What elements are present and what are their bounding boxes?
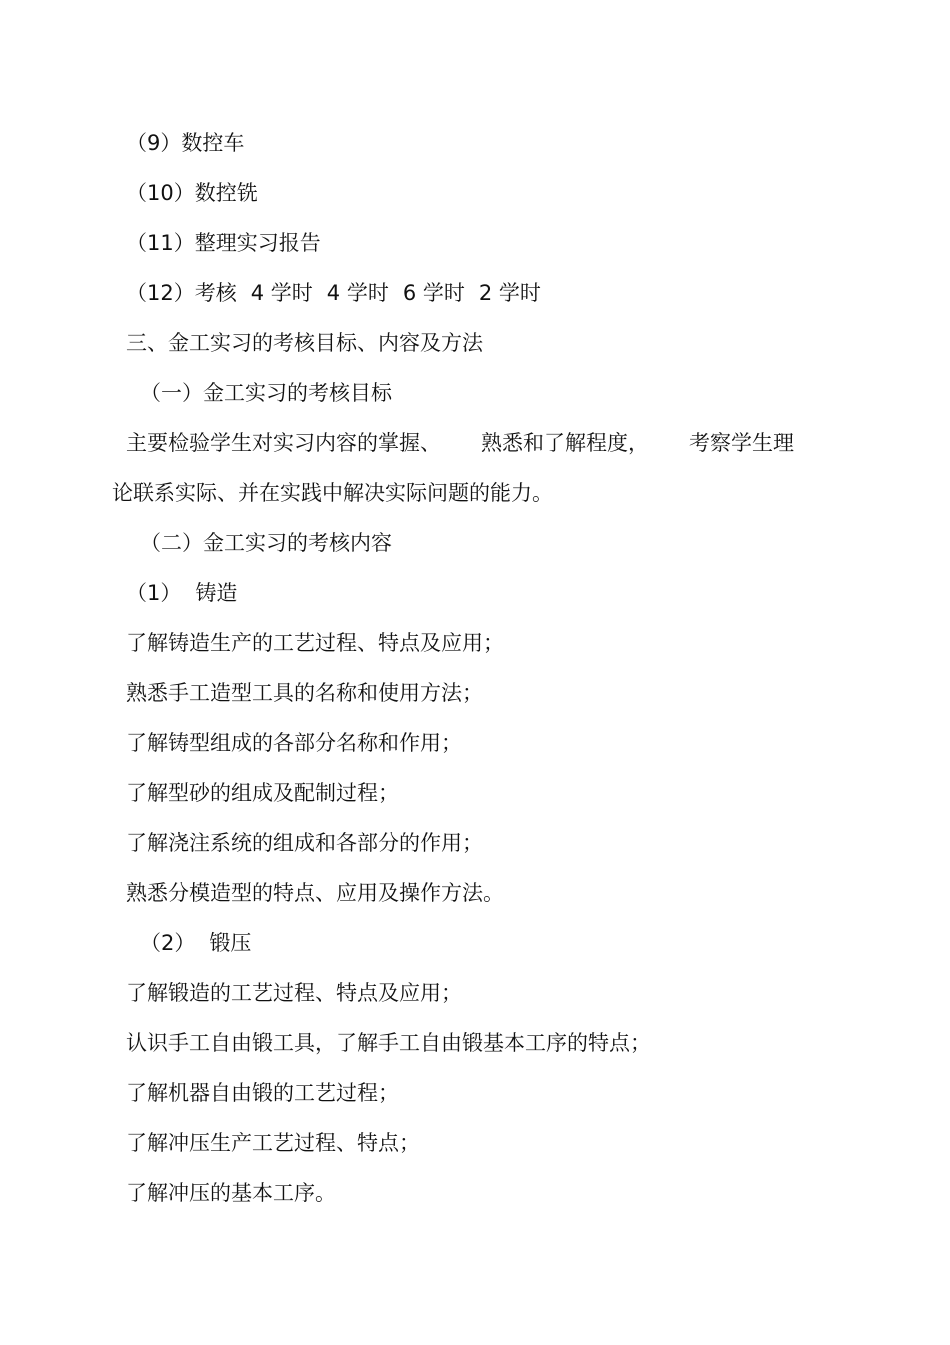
subsection-heading-content: （二）金工实习的考核内容	[140, 531, 392, 555]
casting-item-1: 了解铸造生产的工艺过程、特点及应用；	[126, 631, 504, 655]
forging-item-4: 了解冲压生产工艺过程、特点；	[126, 1131, 420, 1155]
forging-item-3: 了解机器自由锻的工艺过程；	[126, 1081, 399, 1105]
goals-text-c: 考察学生理	[689, 431, 794, 455]
list-item-cnc-milling: （10）数控铣	[126, 181, 258, 205]
section-heading-3: 三、金工实习的考核目标、内容及方法	[126, 331, 483, 355]
list-item-assessment	[126, 279, 541, 307]
casting-item-3: 了解铸型组成的各部分名称和作用；	[126, 731, 462, 755]
topic-number: （1）	[126, 581, 182, 605]
hours-2: 4 学时	[326, 281, 389, 305]
goals-text-b: 熟悉和了解程度，	[481, 431, 649, 455]
topic-number: （2）	[140, 931, 196, 955]
casting-item-6: 熟悉分模造型的特点、应用及操作方法。	[126, 881, 504, 905]
topic-heading-forging	[140, 929, 251, 957]
list-item-cnc-lathe: （9）数控车	[126, 131, 245, 155]
topic-heading-casting	[126, 579, 237, 607]
list-item-report: （11）整理实习报告	[126, 231, 321, 255]
hours-1: 4 学时	[250, 281, 313, 305]
casting-item-5: 了解浇注系统的组成和各部分的作用；	[126, 831, 483, 855]
subsection-heading-goals: （一）金工实习的考核目标	[140, 381, 392, 405]
casting-item-4: 了解型砂的组成及配制过程；	[126, 781, 399, 805]
topic-title: 锻压	[209, 931, 252, 955]
topic-title: 铸造	[195, 581, 238, 605]
hours-3: 6 学时	[402, 281, 465, 305]
forging-item-2: 认识手工自由锻工具，了解手工自由锻基本工序的特点；	[126, 1031, 651, 1055]
assessment-label: （12）考核	[126, 281, 237, 305]
forging-item-1: 了解锻造的工艺过程、特点及应用；	[126, 981, 462, 1005]
hours-4: 2 学时	[478, 281, 541, 305]
paragraph-goals-line-2: 论联系实际、并在实践中解决实际问题的能力。	[112, 481, 553, 505]
goals-text-a: 主要检验学生对实习内容的掌握、	[126, 431, 441, 455]
forging-item-5: 了解冲压的基本工序。	[126, 1181, 336, 1205]
casting-item-2: 熟悉手工造型工具的名称和使用方法；	[126, 681, 483, 705]
paragraph-goals-line-1	[126, 429, 794, 457]
